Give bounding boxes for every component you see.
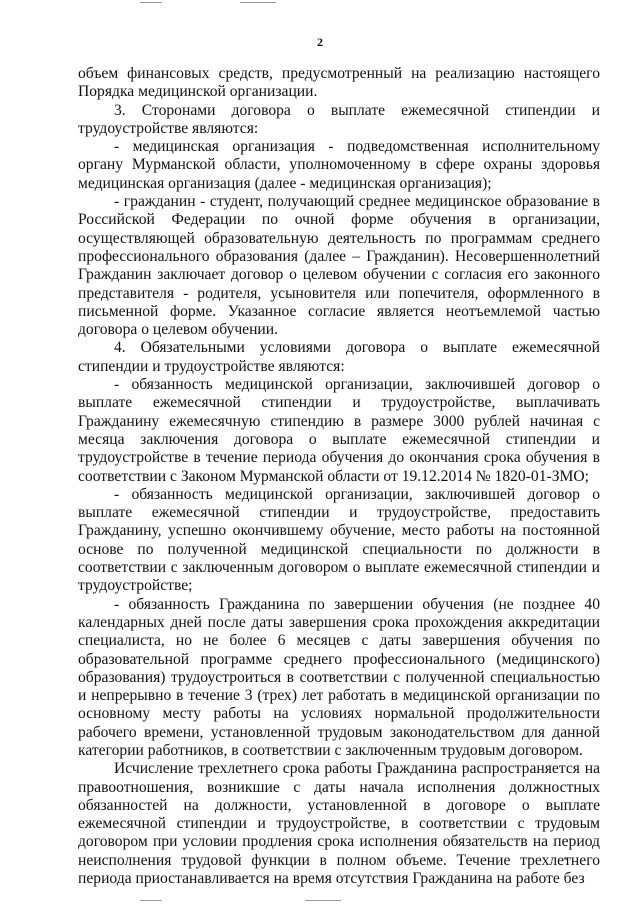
paragraph-citizen: - гражданин - студент, получающий среднее медицинское образование в Российской Федерации по очной форме обучения в организации, осуществляющей образовательную деятельность по программам среднего профессионального образования (далее – Гражданин). Несовершеннолетний Гражданин заключает договор о целевом обучении с согласия его законного представителя - родителя, усыновителя или попечителя, оформленного в письменной форме. Указанное согласие является неотъемлемой частью договора о целевом обучении.	[78, 193, 600, 339]
top-scan-line-right	[240, 2, 276, 3]
top-scan-line-left	[140, 2, 162, 3]
bottom-scan-line-right	[305, 900, 341, 901]
paragraph-stipend-obligation: - обязанность медицинской организации, заключившей договор о выплате ежемесячной стипендии и трудоустройстве, выплачивать Гражданину ежемесячную стипендию в размере 3000 рублей начиная с месяца заключения договора о выплате ежемесячной стипендии и трудоустройстве в течение периода обучения до окончания срока обучения в соответствии с Законом Мурманской области от 19.12.2014 № 1820-01-ЗМО;	[78, 376, 600, 485]
paragraph-employment-obligation: - обязанность медицинской организации, заключившей договор о выплате ежемесячной стипендии и трудоустройстве, предоставить Гражданину, успешно окончившему обучение, место работы на постоянной основе по полученной медицинской специальности по должности в соответствии с заключенным договором о выплате ежемесячной стипендии и трудоустройстве;	[78, 485, 600, 595]
paragraph-item-3: 3. Сторонами договора о выплате ежемесячной стипендии и трудоустройстве являются:	[78, 101, 600, 137]
paragraph-citizen-obligation: - обязанность Гражданина по завершении обучения (не позднее 40 календарных дней после даты завершения срока прохождения аккредитации специалиста, но не более 6 месяцев с даты завершения обучения по образовательной программе среднего профессионального (медицинского) образования) трудоустроиться в соответствии с полученной специальностью и непрерывно в течение 3 (трех) лет работать в медицинской организации по основному месту работы на условиях нормальной продолжительности рабочего времени, установленной трудовым законодательством для данной категории работников, в соответствии с заключенным трудовым договором.	[78, 595, 600, 759]
paragraph-item-4: 4. Обязательными условиями договора о выплате ежемесячной стипендии и трудоустройстве являются:	[78, 339, 600, 375]
paragraph-three-year-term: Исчисление трехлетнего срока работы Гражданина распространяется на правоотношения, возникшие с даты начала исполнения должностных обязанностей на должности, установленной в договоре о выплате ежемесячной стипендии и трудоустройстве, в соответствии с трудовым договором при условии продления срока исполнения обязательств на период неисполнения трудовой функции в полном объеме. Течение трехлетнего периода приостанавливается на время отсутствия Гражданина на работе без	[78, 760, 600, 888]
document-body	[78, 65, 600, 888]
paragraph-medical-organization: - медицинская организация - подведомственная исполнительному органу Мурманской области, уполномоченному в сфере охраны здоровья медицинская организация (далее - медицинская организация);	[78, 138, 600, 192]
paragraph-continuation: объем финансовых средств, предусмотренный на реализацию настоящего Порядка медицинской организации.	[78, 65, 600, 101]
bottom-scan-line-left	[140, 900, 162, 901]
page-number: 2	[317, 35, 323, 49]
